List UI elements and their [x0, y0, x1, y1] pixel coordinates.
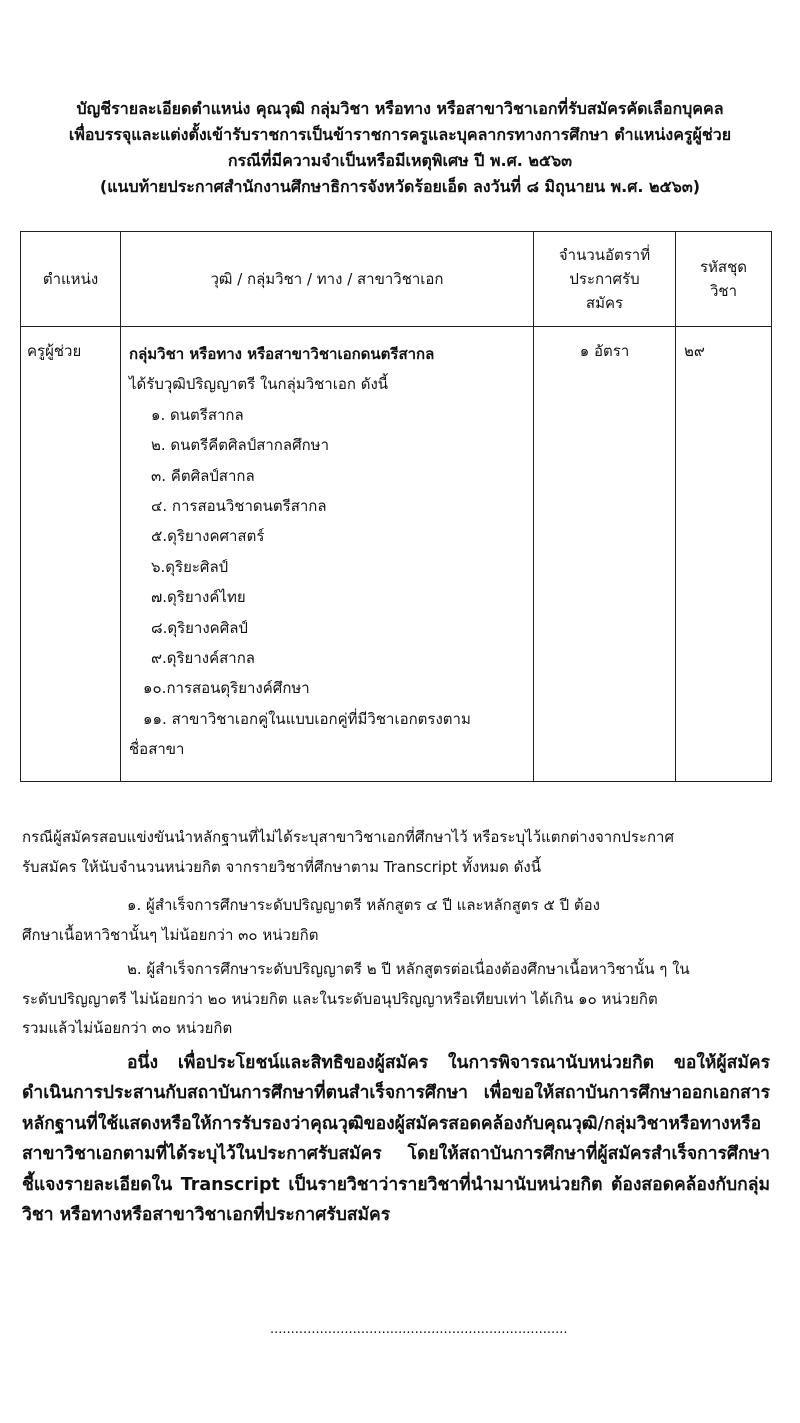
cell-count: ๑ อัตรา: [534, 327, 676, 782]
header-qualification: วุฒิ / กลุ่มวิชา / ทาง / สาขาวิชาเอก: [121, 232, 534, 327]
note-paragraph-3: [22, 955, 767, 1044]
header-count: [534, 232, 676, 327]
list-item: ๔. การสอนวิชาดนตรีสากล: [151, 497, 327, 516]
title-line-1: บัญชีรายละเอียดตำแหน่ง คุณวุฒิ กลุ่มวิชา หรือทาง หรือสาขาวิชาเอกที่รับสมัครคัดเลือกบุคคล: [76, 99, 724, 118]
header-code-line-2: วิชา: [709, 282, 738, 300]
list-item: ๑๐.การสอนดุริยางค์ศึกษา: [143, 679, 310, 698]
header-count-line-1: จำนวนอัตราที่: [558, 246, 651, 264]
note-1-line-2: รับสมัคร ให้นับจำนวนหน่วยกิต จากรายวิชาที่ศึกษาตาม Transcript ทั้งหมด ดังนี้: [22, 857, 541, 876]
cell-qualification: [121, 327, 534, 782]
list-item-continuation: ชื่อสาขา: [129, 740, 185, 759]
header-count-line-3: สมัคร: [585, 294, 624, 312]
list-item: ๑๑. สาขาวิชาเอกคู่ในแบบเอกคู่ที่มีวิชาเอกตรงตาม: [143, 709, 471, 728]
qualification-intro: ได้รับวุฒิปริญญาตรี ในกลุ่มวิชาเอก ดังนี้: [129, 375, 389, 394]
note-3-line-3: รวมแล้วไม่น้อยกว่า ๓๐ หน่วยกิต: [22, 1019, 233, 1037]
title-line-3: กรณีที่มีความจำเป็นหรือมีเหตุพิเศษ ปี พ.ศ. ๒๕๖๓: [227, 151, 573, 170]
list-item: ๒. ดนตรีคีตศิลป์สากลศึกษา: [151, 436, 329, 455]
header-code: [676, 232, 772, 327]
list-item: ๑. ดนตรีสากล: [151, 405, 244, 424]
note-4-text: อนึ่ง เพื่อประโยชน์และสิทธิของผู้สมัคร ในการพิจารณานับหน่วยกิต ขอให้ผู้สมัครดำเนินการประสานกับสถาบันการศึกษาที่ตนสำเร็จการศึกษา เพื่อขอให้สถาบันการศึกษาออกเอกสารหลักฐานที่ใช้แสดงหรือให้การรับรองว่าคุณวุฒิของผู้สมัครสอดคล้องกับคุณวุฒิ/กลุ่มวิชาหรือทางหรือสาขาวิชาเอกตามที่ได้ระบุไว้ในประกาศรับสมัคร โดยให้สถาบันการศึกษาที่ผู้สมัครสำเร็จการศึกษาชี้แจงรายละเอียดใน Transcript เป็นรายวิชาว่ารายวิชาที่นำมานับหน่วยกิต ต้องสอดคล้องกับกลุ่มวิชา หรือทางหรือสาขาวิชาเอกที่ประกาศรับสมัคร: [22, 1053, 770, 1226]
note-paragraph-2: [22, 891, 767, 950]
title-line-4: (แนบท้ายประกาศสำนักงานศึกษาธิการจังหวัดร้อยเอ็ด ลงวันที่ ๘ มิถุนายน พ.ศ. ๒๕๖๓): [99, 177, 701, 196]
header-count-line-2: ประกาศรับ: [569, 270, 640, 288]
note-paragraph-1: [22, 823, 767, 882]
footer-dotted-line: ........................................................................: [270, 1322, 568, 1337]
document-title: [0, 96, 800, 200]
qualification-group: กลุ่มวิชา หรือทาง หรือสาขาวิชาเอกดนตรีสากล: [129, 345, 435, 363]
list-item: ๗.ดุริยางค์ไทย: [151, 588, 246, 607]
cell-code: ๒๙: [676, 327, 772, 782]
note-1-line-1: กรณีผู้สมัครสอบแข่งขันนำหลักฐานที่ไม่ได้ระบุสาขาวิชาเอกที่ศึกษาไว้ หรือระบุไว้แตกต่างจากประกาศ: [22, 828, 674, 846]
list-item: ๘.ดุริยางคศิลป์: [151, 618, 248, 637]
note-2-line-2: ศึกษาเนื้อหาวิชานั้นๆ ไม่น้อยกว่า ๓๐ หน่วยกิต: [22, 925, 319, 944]
table-row: [21, 327, 772, 782]
list-item: ๕.ดุริยางคศาสตร์: [151, 527, 265, 546]
list-item: ๖.ดุริยะศิลป์: [151, 557, 229, 576]
header-code-line-1: รหัสชุด: [699, 258, 748, 276]
title-line-2: เพื่อบรรจุและแต่งตั้งเข้ารับราชการเป็นข้าราชการครูและบุคลากรทางการศึกษา ตำแหน่งครูผู้ช่วย: [68, 125, 732, 144]
table-header-row: [21, 232, 772, 327]
note-paragraph-4: [22, 1048, 770, 1230]
note-3-line-2: ระดับปริญญาตรี ไม่น้อยกว่า ๒๐ หน่วยกิต และในระดับอนุปริญญาหรือเทียบเท่า ได้เกิน ๑๐ หน่วยกิต: [22, 989, 658, 1008]
list-item: ๙.ดุริยางค์สากล: [151, 649, 255, 668]
note-3-line-1: ๒. ผู้สำเร็จการศึกษาระดับปริญญาตรี ๒ ปี หลักสูตรต่อเนื่องต้องศึกษาเนื้อหาวิชานั้น ๆ ใน: [127, 960, 690, 978]
note-2-line-1: ๑. ผู้สำเร็จการศึกษาระดับปริญญาตรี หลักสูตร ๔ ปี และหลักสูตร ๕ ปี ต้อง: [127, 896, 600, 914]
cell-position: ครูผู้ช่วย: [21, 327, 121, 782]
positions-table: [20, 231, 772, 782]
list-item: ๓. คีตศิลป์สากล: [151, 466, 255, 485]
header-position: ตำแหน่ง: [21, 232, 121, 327]
